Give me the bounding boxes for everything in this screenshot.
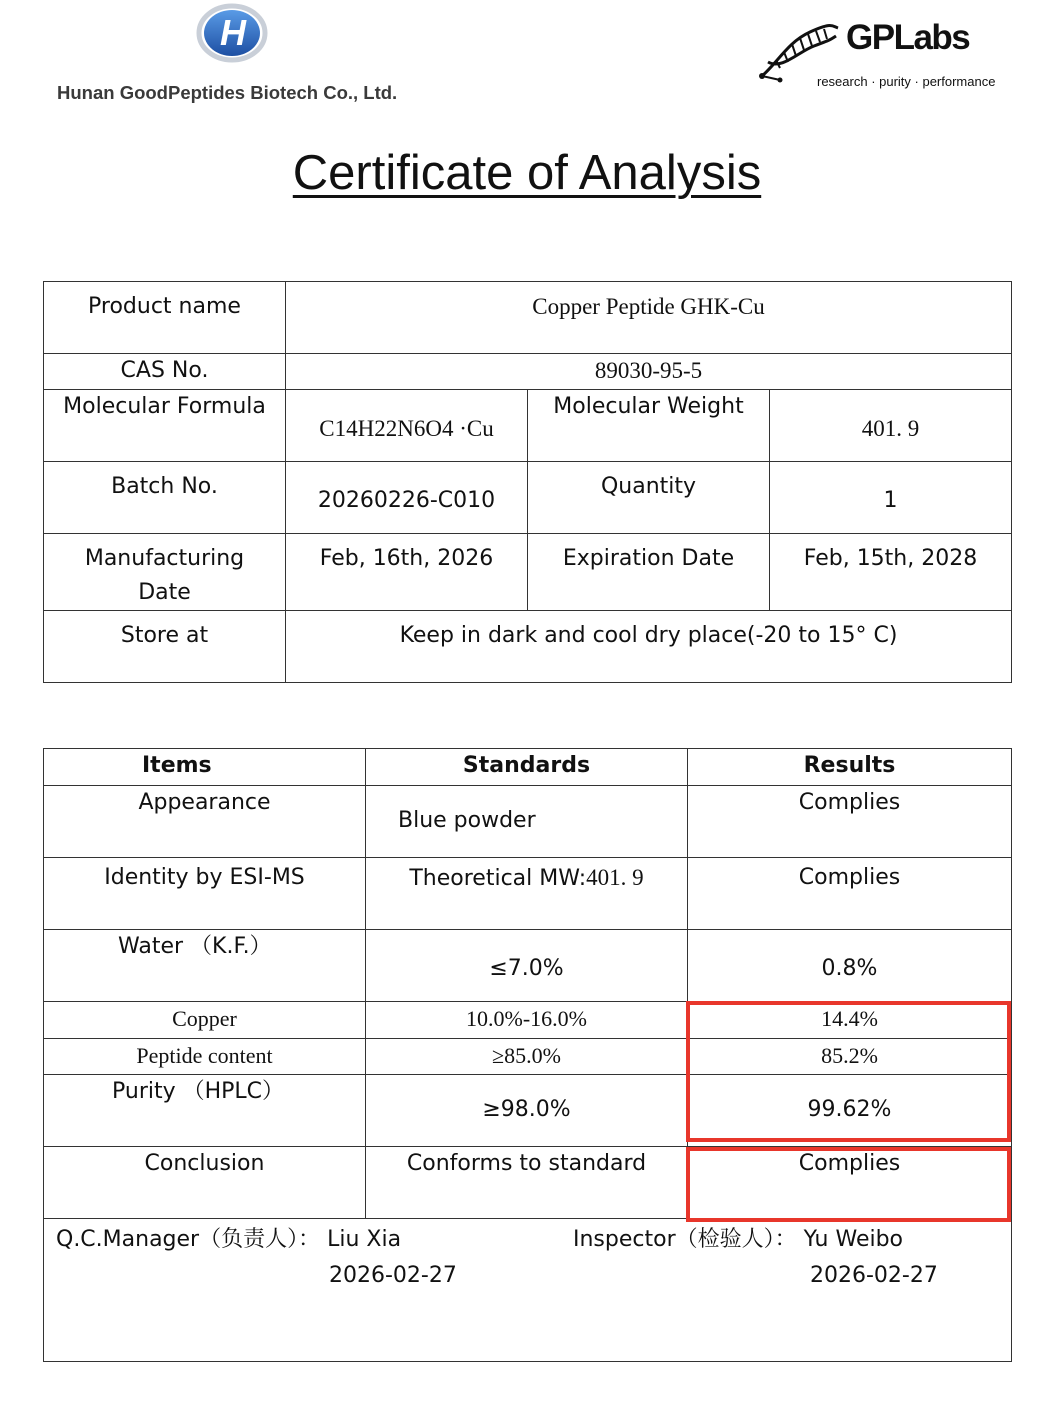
standard-cell: Blue powder [366,786,688,858]
quantity-value: 1 [770,462,1012,534]
formula-label: Molecular Formula [44,390,286,462]
inspector-date: 2026-02-27 [810,1263,938,1288]
logo-letter: H [220,12,246,53]
signature-cell [44,1219,1012,1362]
header-standards: Standards [366,749,688,786]
batch-value: 20260226-C010 [286,462,528,534]
highlight-box-results [686,1001,1011,1142]
result-cell: Complies [688,786,1012,858]
weight-value: 401. 9 [770,390,1012,462]
weight-label: Molecular Weight [528,390,770,462]
item-cell: Copper [44,1002,366,1039]
inspector-line [573,1223,903,1257]
item-cell: Peptide content [44,1039,366,1075]
header-results: Results [688,749,1012,786]
formula-value: C14H22N6O4 ·Cu [286,390,528,462]
item-cell: Conclusion [44,1147,366,1219]
result-cell: 0.8% [688,930,1012,1002]
standard-cell: 10.0%-16.0% [366,1002,688,1039]
standard-value: 401. 9 [586,865,644,890]
product-name-value: Copper Peptide GHK-Cu [286,282,1012,354]
qc-manager-label: Q.C.Manager（负责人）： [56,1227,321,1252]
exp-date-value: Feb, 15th, 2028 [770,534,1012,611]
gplabs-wordmark: GPLabs [846,18,970,57]
mfg-date-value: Feb, 16th, 2026 [286,534,528,611]
standard-cell: Conforms to standard [366,1147,688,1219]
item-cell: Appearance [44,786,366,858]
standard-cell: ≤7.0% [366,930,688,1002]
store-label: Store at [44,611,286,683]
standard-cell: ≥85.0% [366,1039,688,1075]
table-row [44,930,1012,1002]
goodpeptides-logo [196,2,270,64]
result-cell: Complies [688,858,1012,930]
cas-value: 89030-95-5 [286,354,1012,390]
inspector-name: Yu Weibo [803,1227,904,1252]
store-value: Keep in dark and cool dry place(-20 to 15° C) [286,611,1012,683]
item-cell: Water （K.F.） [44,930,366,1002]
standard-cell [366,858,688,930]
highlight-box-conclusion [686,1147,1011,1222]
mfg-date-label [44,534,286,611]
gplabs-tagline: research · purity · performance [817,74,996,89]
result-cell: 14.4% [688,1002,1012,1039]
standard-cell: ≥98.0% [366,1075,688,1147]
item-cell: Purity （HPLC） [44,1075,366,1147]
signature-row [44,1219,1012,1362]
result-cell: 99.62% [688,1075,1012,1147]
result-cell: Complies [688,1147,1012,1219]
qc-manager-line [56,1223,401,1257]
page-title: Certificate of Analysis [292,146,762,200]
mfg-label-line1: Manufacturing [84,546,245,571]
exp-date-label: Expiration Date [528,534,770,611]
qc-manager-name: Liu Xia [327,1227,402,1252]
product-info-table [43,281,1012,683]
table-row [44,786,1012,858]
company-name: Hunan GoodPeptides Biotech Co., Ltd. [57,82,398,103]
table-row [44,858,1012,930]
mfg-label-line2: Date [138,580,191,605]
inspector-label: Inspector（检验人）： [573,1227,797,1252]
standard-prefix: Theoretical MW: [409,866,587,891]
item-cell: Identity by ESI-MS [44,858,366,930]
header-items: Items [44,749,366,786]
qc-manager-date: 2026-02-27 [329,1263,457,1288]
product-name-label: Product name [44,282,286,354]
batch-label: Batch No. [44,462,286,534]
result-cell: 85.2% [688,1039,1012,1075]
quantity-label: Quantity [528,462,770,534]
cas-label: CAS No. [44,354,286,390]
